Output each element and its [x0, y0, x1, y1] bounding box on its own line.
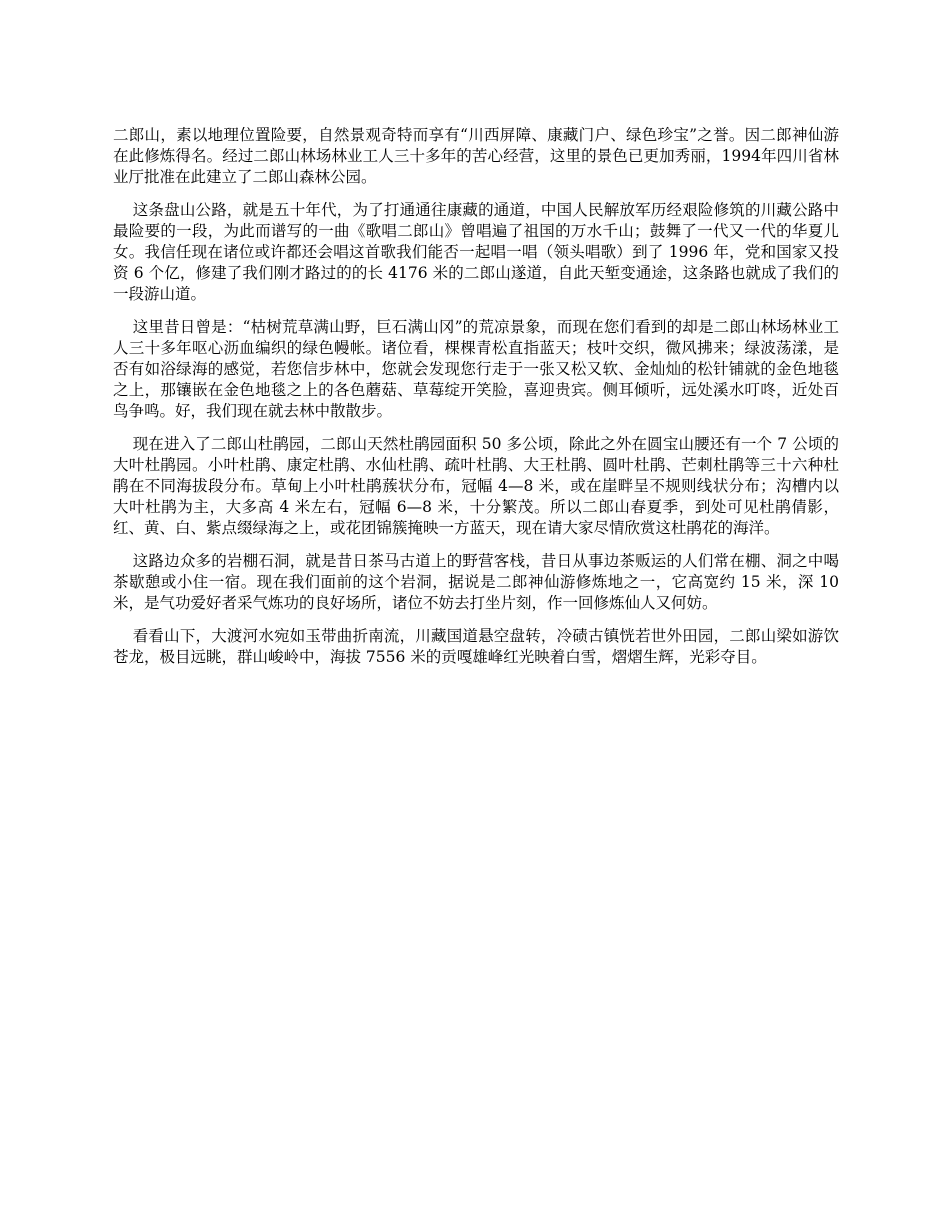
- paragraph-intro: 二郎山，素以地理位置险要，自然景观奇特而享有“川西屏障、康藏门户、绿色珍宝”之誉。因二郎神仙游在此修炼得名。经过二郎山林场林业工人三十多年的苦心经营，这里的景色已更加秀丽，1994年四川省林业厅批准在此建立了二郎山森林公园。: [113, 126, 839, 186]
- document-body: [113, 125, 839, 680]
- paragraph-azalea-garden: 现在进入了二郎山杜鹃园，二郎山天然杜鹃园面积 50 多公顷，除此之外在圆宝山腰还有一个 7 公顷的大叶杜鹃园。小叶杜鹃、康定杜鹃、水仙杜鹃、疏叶杜鹃、大王杜鹃、圆叶杜鹃、芒刺杜鹃等三十六种杜鹃在不同海拔段分布。草甸上小叶杜鹃蔟状分布，冠幅 4—8 米，或在崖畔呈不规则线状分布；沟槽内以大叶杜鹃为主，大多高 4 米左右，冠幅 6—8 米，十分繁茂。所以二郎山春夏季，到处可见杜鹃倩影，红、黄、白、紫点缀绿海之上，或花团锦簇掩映一方蓝天，现在请大家尽情欣赏这杜鹃花的海洋。: [113, 435, 839, 537]
- paragraph-rock-caves: 这路边众多的岩棚石洞，就是昔日茶马古道上的野营客栈，昔日从事边茶贩运的人们常在棚、洞之中喝茶歇憩或小住一宿。现在我们面前的这个岩洞，据说是二郎神仙游修炼地之一，它高宽约 15 米，深 10 米，是气功爱好者采气炼功的良好场所，诸位不妨去打坐片刻，作一回修炼仙人又何妨。: [113, 552, 839, 612]
- paragraph-view: 看看山下，大渡河水宛如玉带曲折南流，川藏国道悬空盘转，冷碛古镇恍若世外田园，二郎山梁如游饮苍龙，极目远眺，群山峻岭中，海拔 7556 米的贡嘎雄峰红光映着白雪，熠熠生辉，光彩夺目。: [113, 627, 839, 666]
- paragraph-forest: 这里昔日曾是：“枯树荒草满山野，巨石满山冈”的荒凉景象，而现在您们看到的却是二郎山林场林业工人三十多年呕心沥血编织的绿色幔帐。诸位看，棵棵青松直指蓝天；枝叶交织，微风拂来；绿波荡漾，是否有如浴绿海的感觉，若您信步林中，您就会发现您行走于一张又松又软、金灿灿的松针铺就的金色地毯之上，那镶嵌在金色地毯之上的各色蘑菇、草莓绽开笑脸，喜迎贵宾。侧耳倾听，远处溪水叮咚，近处百鸟争鸣。好，我们现在就去林中散散步。: [113, 318, 839, 420]
- paragraph-mountain-road: 这条盘山公路，就是五十年代，为了打通通往康藏的通道，中国人民解放军历经艰险修筑的川藏公路中最险要的一段，为此而谱写的一曲《歌唱二郎山》曾唱遍了祖国的万水千山；鼓舞了一代又一代的华夏儿女。我信任现在诸位或许都还会唱这首歌我们能否一起唱一唱（领头唱歌）到了 1996 年，党和国家又投资 6 个亿，修建了我们刚才路过的的长 4176 米的二郎山遂道，自此天堑变通途，这条路也就成了我们的一段游山道。: [113, 201, 839, 303]
